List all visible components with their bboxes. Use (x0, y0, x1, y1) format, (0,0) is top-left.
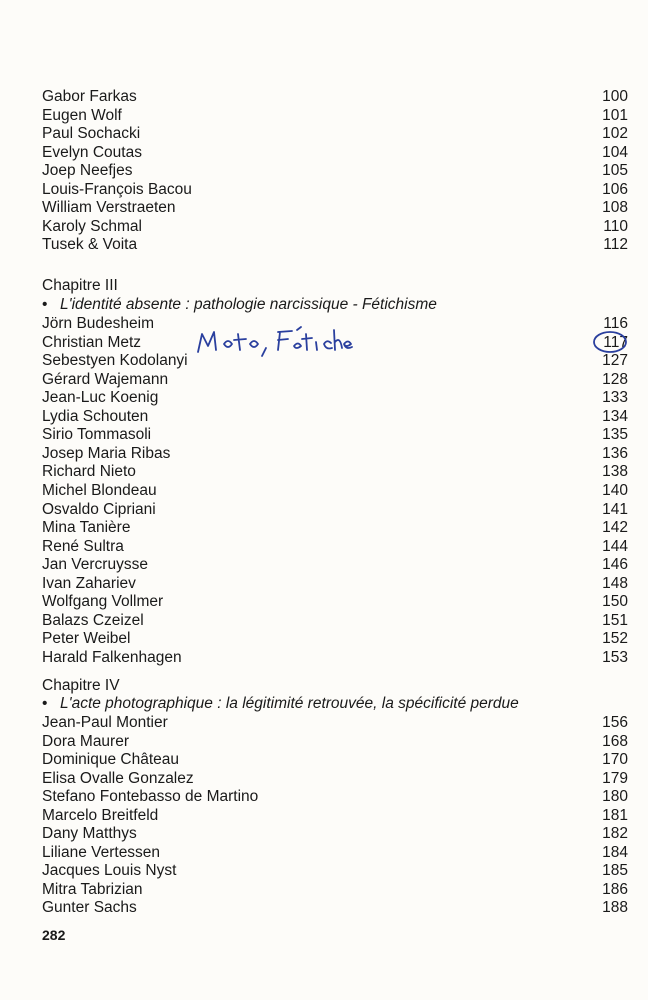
entry-name: Michel Blondeau (42, 481, 157, 499)
entry-name: Stefano Fontebasso de Martino (42, 788, 259, 805)
entry-name: Richard Nieto (42, 463, 136, 481)
entry-page-number: 106 (602, 180, 628, 198)
entry-page-number: 140 (602, 481, 628, 499)
entry-page-number: 104 (602, 143, 628, 161)
entry-name: René Sultra (42, 537, 124, 555)
index-entry (42, 899, 628, 917)
index-entry (42, 751, 628, 769)
index-entry (42, 162, 628, 180)
index-entry (42, 714, 628, 732)
entry-page-number: 138 (602, 463, 628, 481)
index-entry (42, 733, 628, 751)
entry-name: Gabor Farkas (42, 88, 137, 105)
entry-name: Lydia Schouten (42, 407, 149, 425)
entry-page-number: 133 (602, 389, 628, 407)
index-entry (42, 144, 628, 162)
entry-page-number: 185 (602, 862, 628, 879)
index-entry (42, 408, 628, 426)
entry-page-number: 182 (602, 825, 628, 842)
index-entry (42, 807, 628, 825)
entry-page-number: 117 (603, 333, 628, 351)
entry-page-number: 101 (602, 106, 628, 124)
entry-page-number: 136 (602, 444, 628, 462)
index-entry (42, 788, 628, 806)
handwritten-annotation (194, 324, 354, 358)
chapter4-subtitle-text: L'acte photographique : la légitimité retrouvée, la spécificité perdue (60, 695, 519, 712)
index-entry (42, 825, 628, 843)
index-entry (42, 218, 628, 236)
entry-name: Liliane Vertessen (42, 843, 161, 861)
entry-name: Dany Matthys (42, 825, 137, 842)
entry-page-number: 179 (602, 769, 628, 787)
entry-page-number: 105 (602, 162, 628, 179)
entry-page-number: 156 (602, 714, 628, 731)
index-entry (42, 482, 628, 500)
entry-page-number: 148 (602, 574, 628, 592)
entry-name: Paul Sochacki (42, 125, 141, 142)
chapter3-subtitle-text: L'identité absente : pathologie narcissique - Fétichisme (60, 296, 437, 313)
index-entry (42, 181, 628, 199)
index-entry (42, 389, 628, 407)
entry-page-number: 142 (602, 519, 628, 537)
index-entry (42, 575, 628, 593)
index-entry (42, 463, 628, 481)
entry-name: Gunter Sachs (42, 899, 137, 916)
index-entry (42, 125, 628, 143)
bullet-icon: • (42, 296, 48, 313)
entry-page-number: 150 (602, 593, 628, 611)
chapter4-title: Chapitre IV (42, 677, 120, 694)
entry-name: Sebestyen Kodolanyi (42, 352, 188, 370)
entry-page-number: 151 (602, 611, 628, 629)
entry-name: Jean-Luc Koenig (42, 389, 159, 407)
entry-name: Mina Tanière (42, 519, 131, 537)
entry-name: Jörn Budesheim (42, 315, 155, 332)
index-entry (42, 519, 628, 537)
entry-page-number: 146 (602, 556, 628, 574)
entry-page-number: 181 (602, 806, 628, 824)
entry-name: Sirio Tommasoli (42, 426, 152, 444)
index-entry (42, 770, 628, 788)
index-entry (42, 107, 628, 125)
entry-name: Jacques Louis Nyst (42, 862, 177, 879)
entry-page-number: 100 (602, 88, 628, 105)
entry-name: Dora Maurer (42, 732, 129, 750)
entry-page-number: 134 (602, 407, 628, 425)
bullet-icon: • (42, 695, 48, 712)
entry-name: Jean-Paul Montier (42, 714, 168, 731)
entry-name: Christian Metz (42, 333, 142, 351)
entry-page-number: 128 (602, 370, 628, 388)
entry-page-number: 153 (602, 648, 628, 666)
entry-name: Osvaldo Cipriani (42, 500, 156, 518)
entry-name: Dominique Château (42, 751, 180, 768)
entry-name: Karoly Schmal (42, 217, 142, 235)
index-entry (42, 630, 628, 648)
entry-name: Tusek & Voita (42, 236, 138, 253)
page-number: 282 (42, 927, 66, 943)
index-entry (42, 881, 628, 899)
entry-page-number: 188 (602, 899, 628, 916)
entry-name: Marcelo Breitfeld (42, 806, 159, 824)
index-entry (42, 862, 628, 880)
circle-mark-icon (592, 330, 628, 354)
entry-page-number: 141 (602, 500, 628, 518)
index-entry (42, 426, 628, 444)
entry-name: Peter Weibel (42, 630, 131, 648)
entry-page-number: 184 (602, 843, 628, 861)
index-entry (42, 612, 628, 630)
index-entry (42, 556, 628, 574)
index-entry (42, 593, 628, 611)
entry-name: Harald Falkenhagen (42, 648, 182, 666)
entry-page-number: 170 (602, 751, 628, 768)
entry-name: Evelyn Coutas (42, 143, 142, 161)
index-entry (42, 88, 628, 106)
entry-name: Ivan Zahariev (42, 574, 136, 592)
chapter4-subtitle (42, 695, 519, 713)
entry-page-number: 180 (602, 788, 628, 805)
chapter3-subtitle (42, 296, 437, 314)
index-entry (42, 501, 628, 519)
entry-page-number: 144 (602, 537, 628, 555)
entry-name: Mitra Tabrizian (42, 880, 143, 898)
entry-page-number: 186 (602, 880, 628, 898)
entry-page-number: 127 (602, 352, 628, 370)
index-entry (42, 236, 628, 254)
index-entry (42, 649, 628, 667)
entry-page-number: 112 (603, 236, 628, 253)
entry-page-number: 152 (602, 630, 628, 648)
entry-page-number: 135 (602, 426, 628, 444)
entry-name: Elisa Ovalle Gonzalez (42, 769, 194, 787)
entry-page-number: 116 (603, 315, 628, 332)
entry-name: Wolfgang Vollmer (42, 593, 164, 611)
entry-name: Eugen Wolf (42, 106, 122, 124)
entry-page-number: 108 (602, 199, 628, 216)
index-entry (42, 844, 628, 862)
index-entry (42, 445, 628, 463)
entry-name: Jan Vercruysse (42, 556, 148, 574)
entry-name: Joep Neefjes (42, 162, 133, 179)
index-entry (42, 371, 628, 389)
index-entry (42, 199, 628, 217)
entry-name: William Verstraeten (42, 199, 176, 216)
entry-page-number: 110 (603, 217, 628, 235)
chapter3-title: Chapitre III (42, 277, 118, 294)
entry-name: Balazs Czeizel (42, 611, 144, 629)
entry-page-number: 168 (602, 732, 628, 750)
entry-name: Gérard Wajemann (42, 370, 169, 388)
index-entry (42, 538, 628, 556)
entry-name: Josep Maria Ribas (42, 444, 171, 462)
entry-page-number: 102 (602, 125, 628, 142)
entry-name: Louis-François Bacou (42, 180, 192, 198)
